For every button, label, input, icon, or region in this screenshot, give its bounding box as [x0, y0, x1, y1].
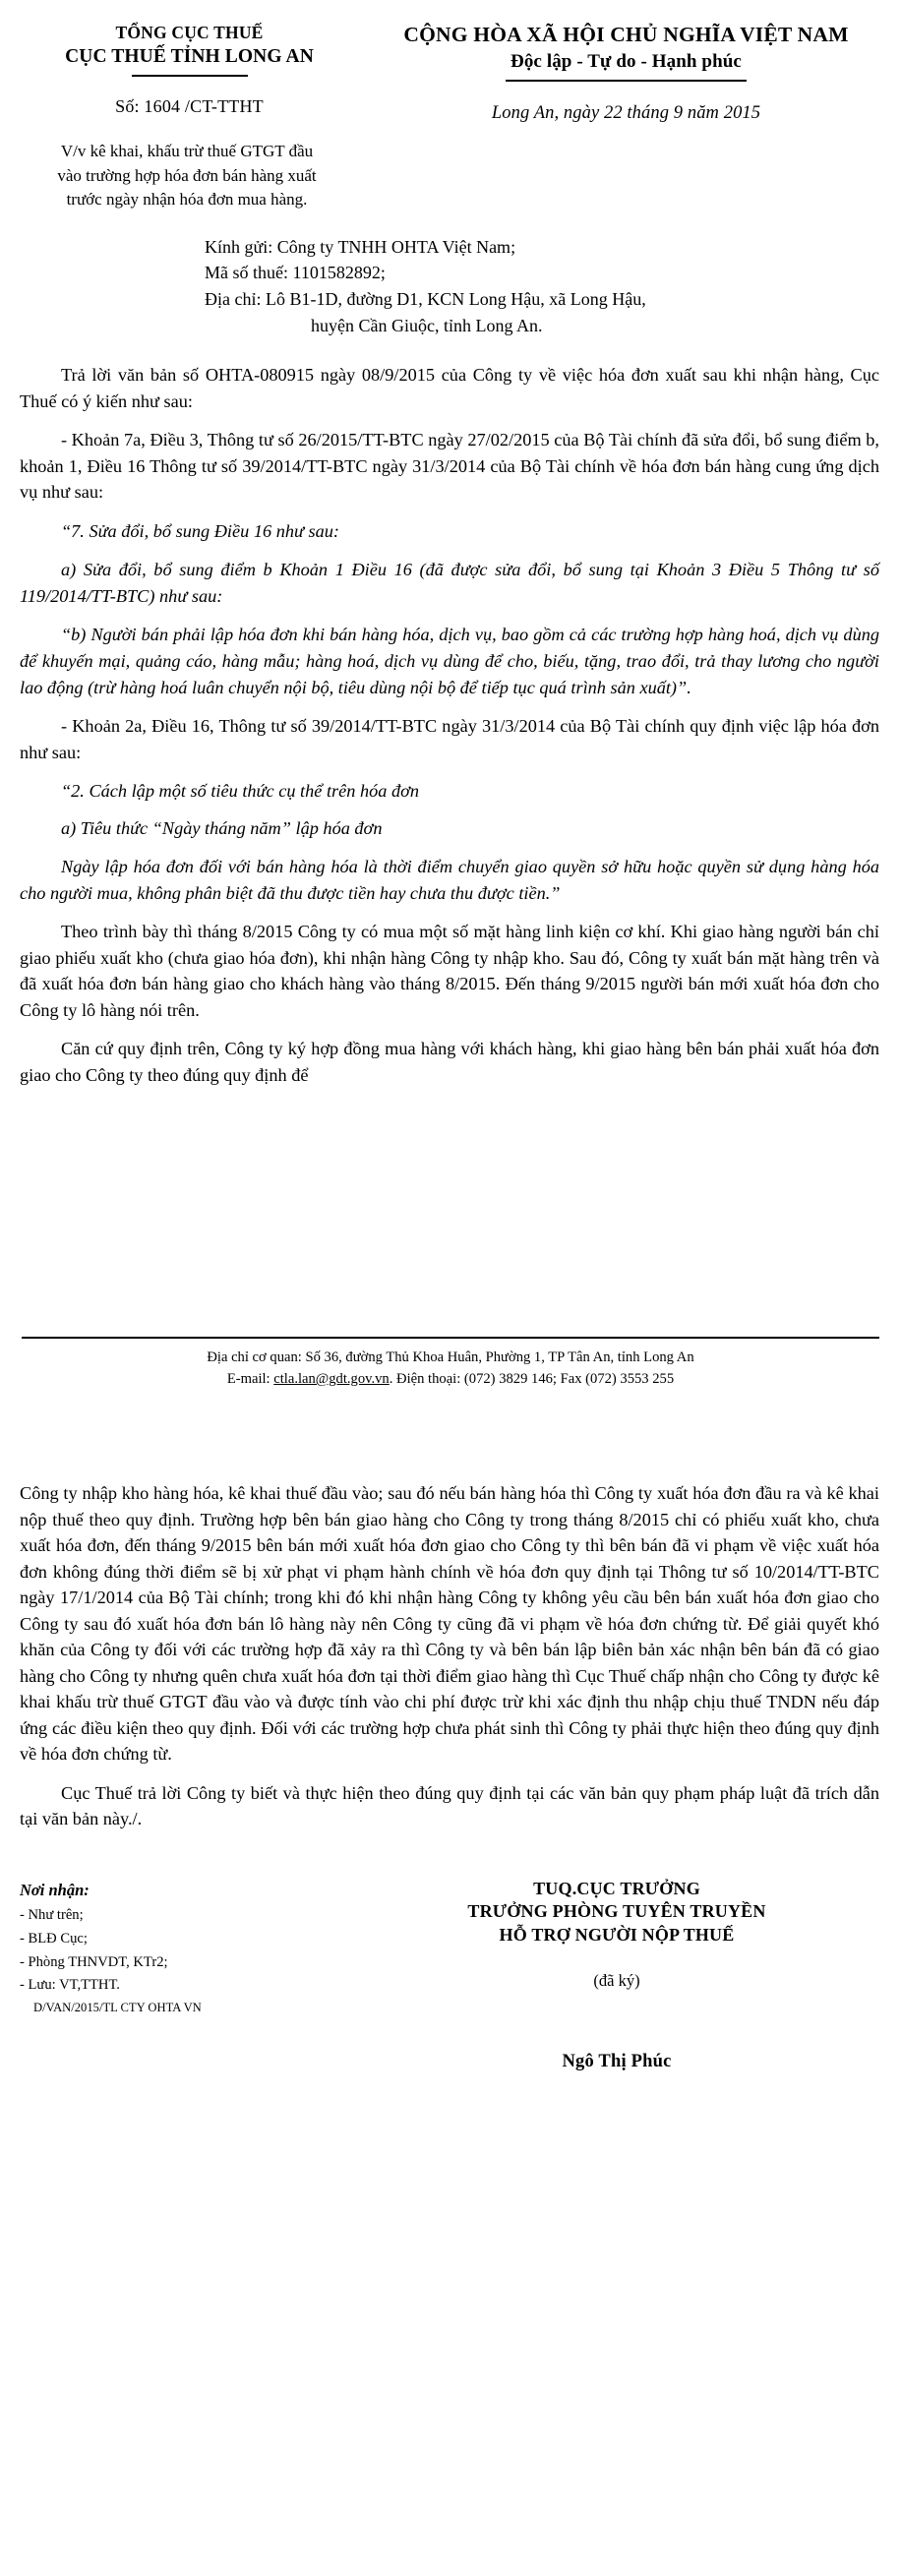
signatory-block: [374, 1878, 879, 2072]
recipients-item-0: - Như trên;: [20, 1907, 84, 1924]
recipient-block: [205, 234, 901, 339]
paragraph-conclusion-start: Căn cứ quy định trên, Công ty ký hợp đồng mua hàng với khách hàng, khi giao hàng bên bán phải xuất hóa đơn giao cho Công ty theo đúng quy định để: [20, 1039, 879, 1085]
recipients-item-1: - BLĐ Cục;: [20, 1931, 88, 1947]
footer-divider: [22, 1337, 879, 1339]
subject-line-1: V/v kê khai, khấu trừ thuế GTGT đầu: [60, 141, 314, 160]
page-2: [0, 1480, 901, 2576]
quote-article-16-heading: “7. Sửa đổi, bổ sung Điều 16 như sau:: [61, 520, 339, 541]
document-number: Số: 1604 /CT-TTHT: [115, 96, 264, 117]
page-1-footer: [22, 1337, 879, 1391]
footer-email-address[interactable]: ctla.lan@gdt.gov.vn: [273, 1371, 390, 1388]
quote-criterion-date: a) Tiêu thức “Ngày tháng năm” lập hóa đơn: [61, 817, 383, 838]
paragraph-closing: Cục Thuế trả lời Công ty biết và thực hiện theo đúng quy định tại các văn bản quy phạm pháp luật đã trích dẫn tại văn bản này./.: [20, 1782, 879, 1829]
general-department-name: TỔNG CỤC THUẾ: [115, 23, 264, 42]
footer-office-address: Địa chỉ cơ quan: Số 36, đường Thủ Khoa Huân, Phường 1, TP Tân An, tỉnh Long An: [207, 1349, 694, 1366]
subject-line-2: vào trường hợp hóa đơn bán hàng xuất: [57, 165, 317, 185]
paragraph-conclusion-continued: Công ty nhập kho hàng hóa, kê khai thuế đầu vào; sau đó nếu bán hàng hóa thì Công ty xuất hóa đơn đầu ra và kê khai nộp thuế theo quy định. Trường hợp bên bán giao hàng cho Công ty trong tháng 8/2015 chỉ có phiếu xuất kho, chưa xuất hóa đơn, đến tháng 9/2015 bên bán mới xuất hóa đơn giao cho Công ty thì bên bán đã vi phạm về việc xuất hóa đơn không đúng thời điểm sẽ bị xử phạt vi phạm hành chính về hóa đơn quy định tại Thông tư số 10/2014/TT-BTC ngày 17/1/2014 của Bộ Tài chính; trong khi đó khi nhận hàng Công ty không yêu cầu bên bán xuất hóa đơn giao cho Công ty sau đó xuất hóa đơn bán lô hàng này nên Công ty cũng đã vi phạm về hóa đơn chứng từ. Để giải quyết khó khăn của Công ty đối với các trường hợp đã xảy ra thì Công ty và bên bán lập biên bản xác nhận bên bán đã có giao hàng cho Công ty nhưng quên chưa xuất hóa đơn tại thời điểm giao hàng thì Cục Thuế chấp nhận cho Công ty được kê khai khấu trừ thuế GTGT đầu vào và được tính vào chi phí được trừ khi xác định thu nhập chịu thuế TNDN nếu đáp ứng các điều kiện theo quy định. Đối với các trường hợp chưa phát sinh thì Công ty phải thực hiện theo đúng quy định về hóa đơn chứng từ.: [20, 1483, 879, 1765]
letterhead: [0, 0, 901, 124]
page-1-body: [0, 362, 901, 1088]
recipients-header: Nơi nhận:: [20, 1880, 90, 1899]
footer-contact: [22, 1369, 879, 1391]
signer-name: Ngô Thị Phúc: [562, 2051, 672, 2071]
national-title: CỘNG HÒA XÃ HỘI CHỦ NGHĨA VIỆT NAM: [403, 23, 849, 46]
national-motto: Độc lập - Tự do - Hạnh phúc: [511, 50, 742, 72]
recipient-company: Kính gửi: Công ty TNHH OHTA Việt Nam;: [205, 236, 516, 257]
paragraph-case-description: Theo trình bày thì tháng 8/2015 Công ty có mua một số mặt hàng linh kiện cơ khí. Khi giao hàng người bán chỉ giao phiếu xuất kho (chưa giao hóa đơn), khi nhận hàng Công ty nhập kho. Sau đó, Công ty xuất bán mặt hàng trên và đã xuất hóa đơn bán hàng giao cho khách hàng vào tháng 8/2015. Đến tháng 9/2015 người bán mới xuất hóa đơn cho Công ty lô hàng nói trên.: [20, 922, 879, 1020]
paragraph-circular-26: - Khoản 7a, Điều 3, Thông tư số 26/2015/TT-BTC ngày 27/02/2015 của Bộ Tài chính đã sửa đổi, bổ sung điểm b, khoản 1, Điều 16 Thông tư số 39/2014/TT-BTC ngày 31/3/2014 của Bộ Tài chính về hóa đơn bán hàng cung ứng dịch vụ như sau:: [20, 430, 879, 503]
recipient-address-line-1: Địa chỉ: Lô B1-1D, đường D1, KCN Long Hậu, xã Long Hậu,: [205, 289, 646, 310]
subject-block: [20, 140, 354, 212]
signatory-title-line-2: TRƯỞNG PHÒNG TUYÊN TRUYỀN: [467, 1901, 766, 1922]
national-heading-block: [369, 22, 901, 124]
paragraph-circular-39: - Khoản 2a, Điều 16, Thông tư số 39/2014/TT-BTC ngày 31/3/2014 của Bộ Tài chính quy định việc lập hóa đơn như sau:: [20, 716, 879, 762]
recipient-tax-code: Mã số thuế: 1101582892;: [205, 263, 386, 283]
signatory-title-line-1: TUQ.CỤC TRƯỞNG: [533, 1878, 700, 1898]
recipients-item-2: - Phòng THNVDT, KTr2;: [20, 1953, 168, 1970]
quote-invoice-date-rule: Ngày lập hóa đơn đối với bán hàng hóa là thời điểm chuyển giao quyền sở hữu hoặc quyền sử dụng hàng hóa cho người mua, không phân biệt đã thu được tiền hay chưa thu được tiền.”: [20, 857, 879, 903]
subject-line-3: trước ngày nhận hóa đơn mua hàng.: [66, 190, 308, 210]
quote-point-b: “b) Người bán phải lập hóa đơn khi bán hàng hóa, dịch vụ, bao gồm cả các trường hợp hàng hoá, dịch vụ dùng để khuyến mại, quảng cáo, hàng mẫu; hàng hoá, dịch vụ dùng để cho, biếu, tặng, trao đổi, trả thay lương cho người lao động (trừ hàng hoá luân chuyển nội bộ, tiêu dùng nội bộ để tiếp tục quá trình sản xuất)”.: [20, 625, 879, 697]
page-2-body: [0, 1480, 901, 1832]
provincial-tax-department-name: CỤC THUẾ TỈNH LONG AN: [65, 46, 314, 68]
signatory-title-line-3: HỖ TRỢ NGƯỜI NỘP THUẾ: [499, 1925, 735, 1946]
recipient-address-line-2: huyện Cần Giuộc, tỉnh Long An.: [311, 315, 543, 335]
paragraph-intro: Trả lời văn bản số OHTA-080915 ngày 08/9/2015 của Công ty về việc hóa đơn xuất sau khi nhận hàng, Cục Thuế có ý kiến như sau:: [20, 365, 879, 411]
letterhead-divider-right: [506, 80, 747, 82]
signed-note: (đã ký): [593, 1970, 640, 1990]
quote-point-a: a) Sửa đổi, bổ sung điểm b Khoản 1 Điều 16 (đã được sửa đổi, bổ sung tại Khoản 3 Điều 5 Thông tư số 119/2014/TT-BTC) như sau:: [20, 560, 879, 606]
quote-clause-2: “2. Cách lập một số tiêu thức cụ thể trên hóa đơn: [61, 781, 419, 802]
recipients-list-block: [20, 1878, 374, 2072]
letterhead-divider-left: [132, 75, 248, 77]
issuing-authority-block: [0, 22, 369, 117]
place-and-date: Long An, ngày 22 tháng 9 năm 2015: [491, 102, 761, 123]
footer-email-label: E-mail:: [226, 1371, 274, 1388]
recipients-item-3: - Lưu: VT,TTHT.: [20, 1977, 120, 1994]
signature-block: [0, 1878, 901, 2072]
footer-phone-fax: . Điện thoại: (072) 3829 146; Fax (072) 3553 255: [389, 1371, 675, 1388]
archive-file-code: D/VAN/2015/TL CTY OHTA VN: [33, 2000, 202, 2014]
